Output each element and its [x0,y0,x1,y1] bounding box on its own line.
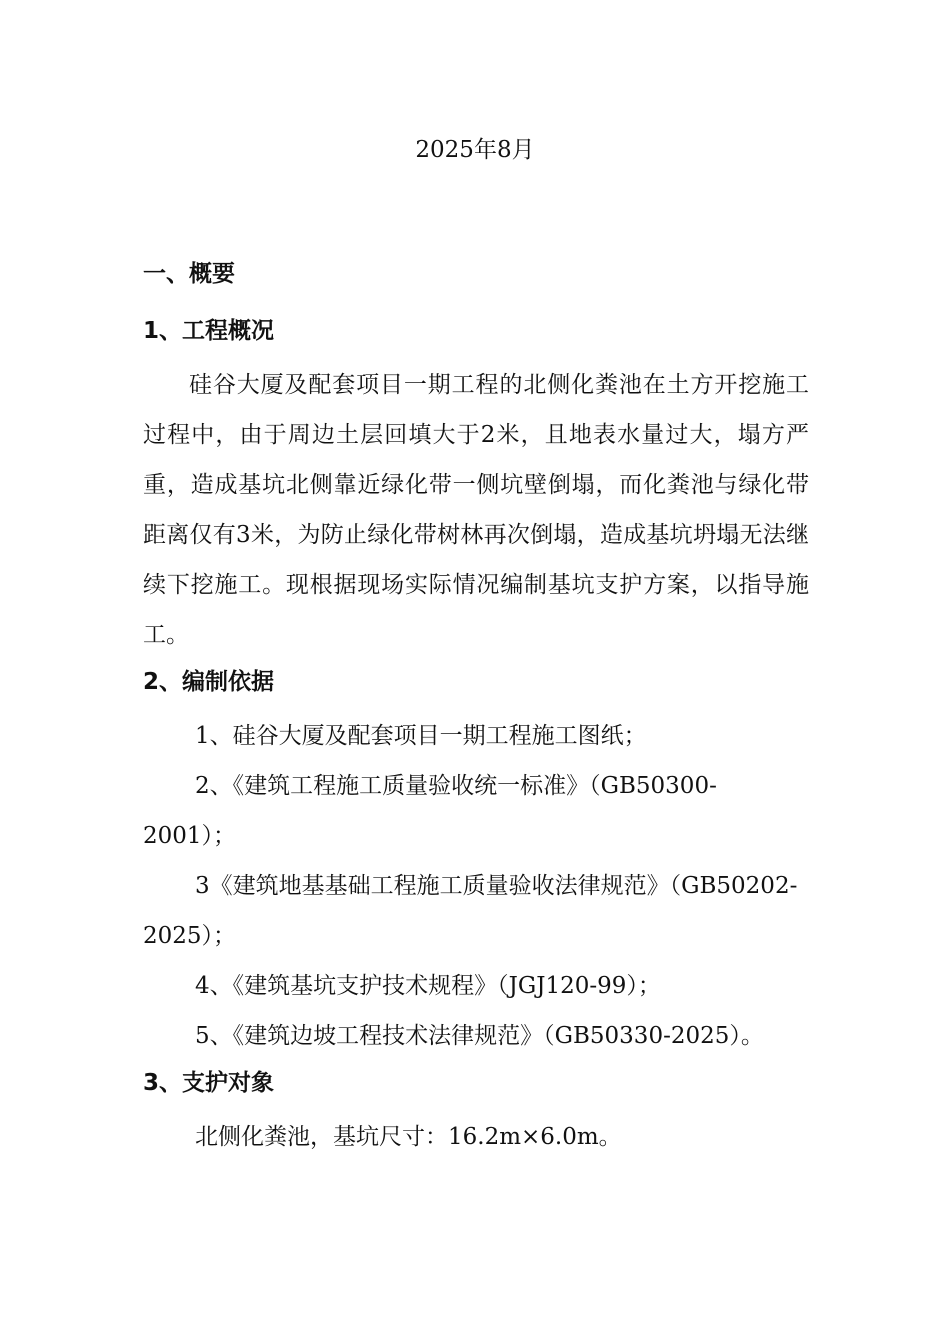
subsection-heading-basis: 2、编制依据 [143,669,275,695]
basis-item-4: 4、《建筑基坑支护技术规程》（JGJ120-99）； [195,973,661,999]
support-target-paragraph: 北侧化粪池，基坑尺寸：16.2m×6.0m。 [195,1124,622,1150]
basis-item-1: 1、硅谷大厦及配套项目一期工程施工图纸； [195,723,647,749]
subsection-heading-project-overview: 1、工程概况 [143,318,275,344]
document-body [143,256,809,1162]
basis-item-5: 5、《建筑边坡工程技术法律规范》（GB50330-2025）。 [195,1023,764,1049]
section-heading-overview: 一、概要 [143,261,235,287]
subsection-heading-support-target: 3、支护对象 [143,1070,275,1096]
project-overview-paragraph: 硅谷大厦及配套项目一期工程的北侧化粪池在土方开挖施工过程中，由于周边土层回填大于2米，且地表水量过大，塌方严重，造成基坑北侧靠近绿化带一侧坑壁倒塌，而化粪池与绿化带距离仅有3米，为防止绿化带树林再次倒塌，造成基坑坍塌无法继续下挖施工。现根据现场实际情况编制基坑支护方案，以指导施工。 [143,372,809,648]
document-date: 2025年8月 [415,137,535,163]
basis-item-3: 3《建筑地基基础工程施工质量验收法律规范》（GB50202-2025）； [143,873,798,949]
basis-item-2: 2、《建筑工程施工质量验收统一标准》（GB50300-2001）； [143,773,717,849]
